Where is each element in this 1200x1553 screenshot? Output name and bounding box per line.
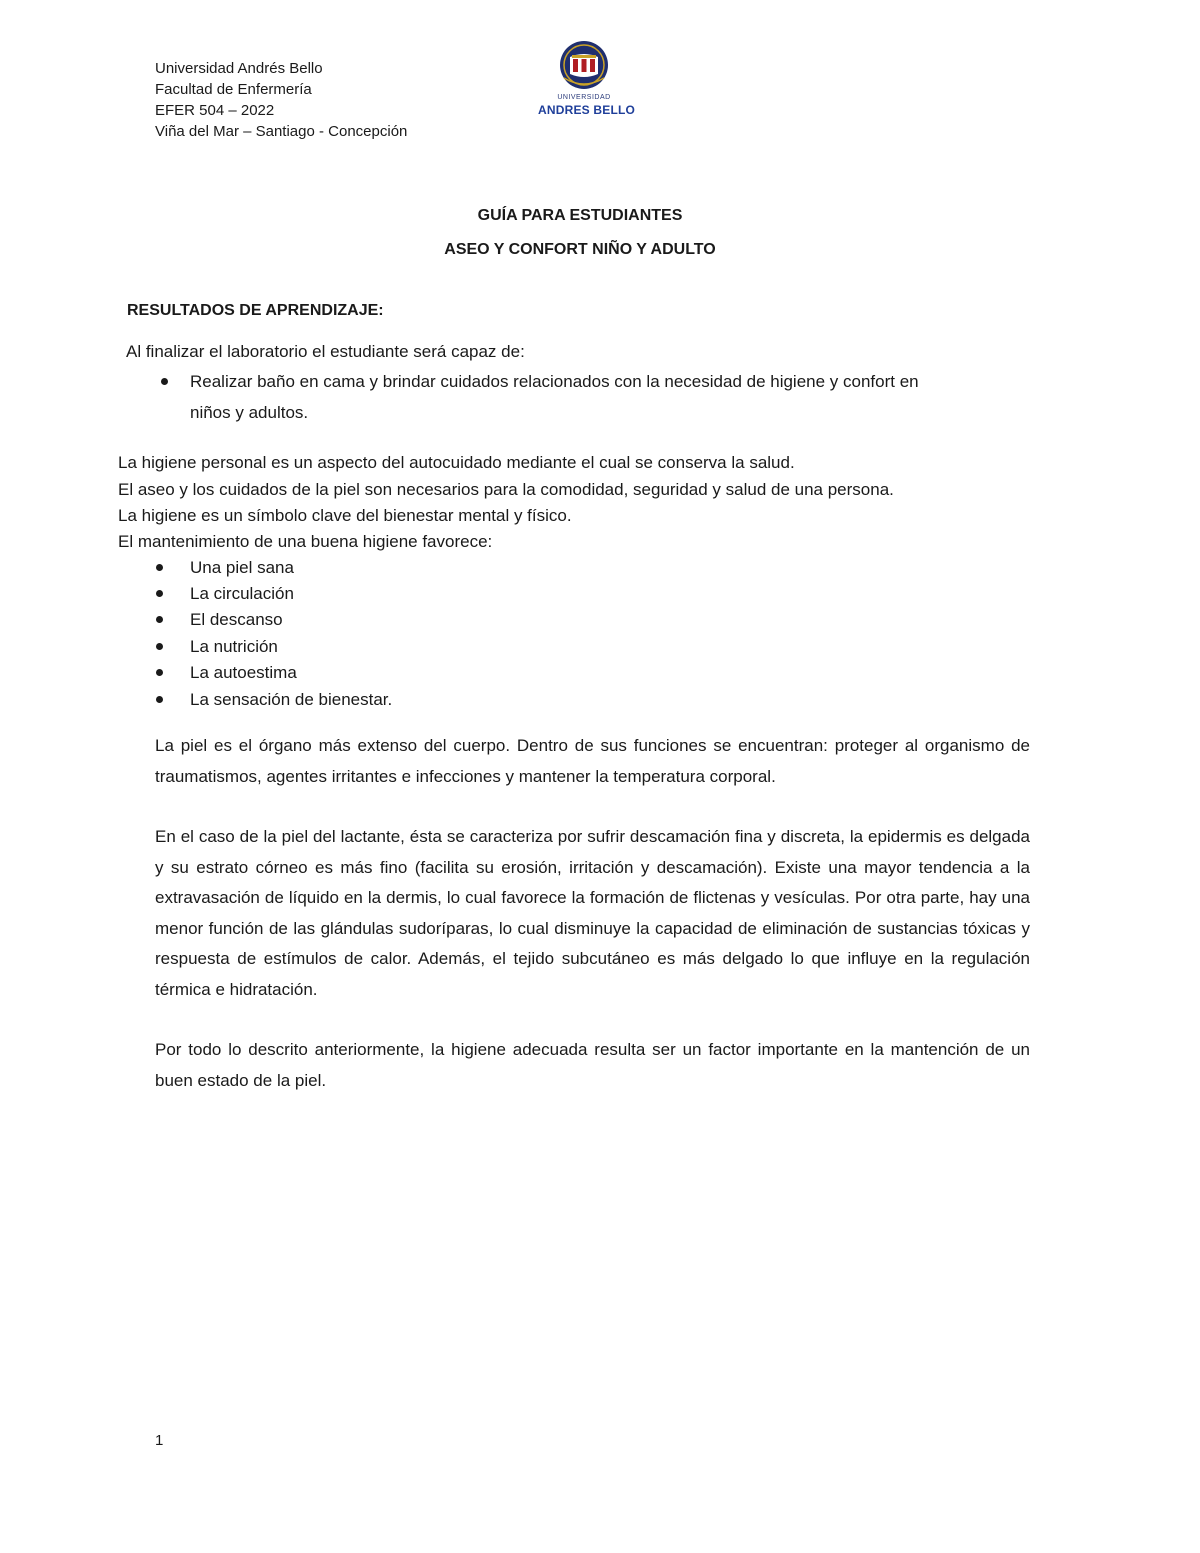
logo-name: ANDRES BELLO bbox=[538, 103, 636, 117]
header-faculty: Facultad de Enfermería bbox=[155, 81, 312, 98]
document-title: GUÍA PARA ESTUDIANTES bbox=[477, 207, 683, 224]
body-line: El aseo y los cuidados de la piel son necesarios para la comodidad, seguridad y salud de una persona. bbox=[118, 480, 894, 499]
conclusion-paragraph: Por todo lo descrito anteriormente, la higiene adecuada resulta ser un factor importante en la mantención de un buen estado de la piel. bbox=[155, 1040, 1030, 1090]
body-line: El mantenimiento de una buena higiene favorece: bbox=[118, 532, 493, 551]
learning-intro: Al finalizar el laboratorio el estudiante será capaz de: bbox=[126, 342, 525, 361]
header-university: Universidad Andrés Bello bbox=[155, 60, 323, 77]
skin-paragraph: La piel es el órgano más extenso del cuerpo. Dentro de sus funciones se encuentran: proteger al organismo de traumatismos, agentes irritantes e infecciones y mantener la temperatura corporal. bbox=[155, 736, 1030, 786]
infant-skin-paragraph: En el caso de la piel del lactante, ésta se caracteriza por sufrir descamación fina y discreta, la epidermis es delgada y su estrato córneo es más fino (facilita su erosión, irritación y descamación). Existe una mayor tendencia a la extravasación de líquido en la dermis, lo cual favorece la formación de flictenas y vesículas. Por otra parte, hay una menor función de las glándulas sudoríparas, lo cual disminuye la capacidad de eliminación de sustancias tóxicas y respuesta de estímulos de calor. Además, el tejido subcutáneo es más delgado lo que influye en la regulación térmica e hidratación. bbox=[155, 827, 1030, 999]
bullet-icon bbox=[161, 378, 168, 385]
objective-line-2: niños y adultos. bbox=[190, 403, 309, 422]
bullet-icon bbox=[156, 590, 163, 597]
bullet-icon bbox=[156, 564, 163, 571]
learning-outcomes-heading: RESULTADOS DE APRENDIZAJE: bbox=[127, 302, 384, 319]
logo-small-text: UNIVERSIDAD bbox=[557, 94, 611, 101]
benefit-label: La autoestima bbox=[190, 663, 297, 682]
document-subtitle: ASEO Y CONFORT NIÑO Y ADULTO bbox=[444, 241, 716, 258]
benefit-label: La circulación bbox=[190, 584, 294, 603]
bullet-icon bbox=[156, 616, 163, 623]
benefit-label: Una piel sana bbox=[190, 558, 294, 577]
benefit-label: La nutrición bbox=[190, 637, 278, 656]
university-logo bbox=[538, 38, 636, 122]
body-line: La higiene es un símbolo clave del bienestar mental y físico. bbox=[118, 506, 572, 525]
header-course: EFER 504 – 2022 bbox=[155, 102, 275, 119]
bullet-icon bbox=[156, 669, 163, 676]
bullet-icon bbox=[156, 696, 163, 703]
benefit-label: La sensación de bienestar. bbox=[190, 690, 393, 709]
institution-header bbox=[155, 58, 407, 142]
header-campuses: Viña del Mar – Santiago - Concepción bbox=[155, 123, 408, 140]
page-number: 1 bbox=[155, 1432, 164, 1449]
benefit-label: El descanso bbox=[190, 610, 283, 629]
objective-line-1: Realizar baño en cama y brindar cuidados relacionados con la necesidad de higiene y confort en bbox=[190, 372, 919, 391]
bullet-icon bbox=[156, 643, 163, 650]
body-line: La higiene personal es un aspecto del autocuidado mediante el cual se conserva la salud. bbox=[118, 453, 795, 472]
